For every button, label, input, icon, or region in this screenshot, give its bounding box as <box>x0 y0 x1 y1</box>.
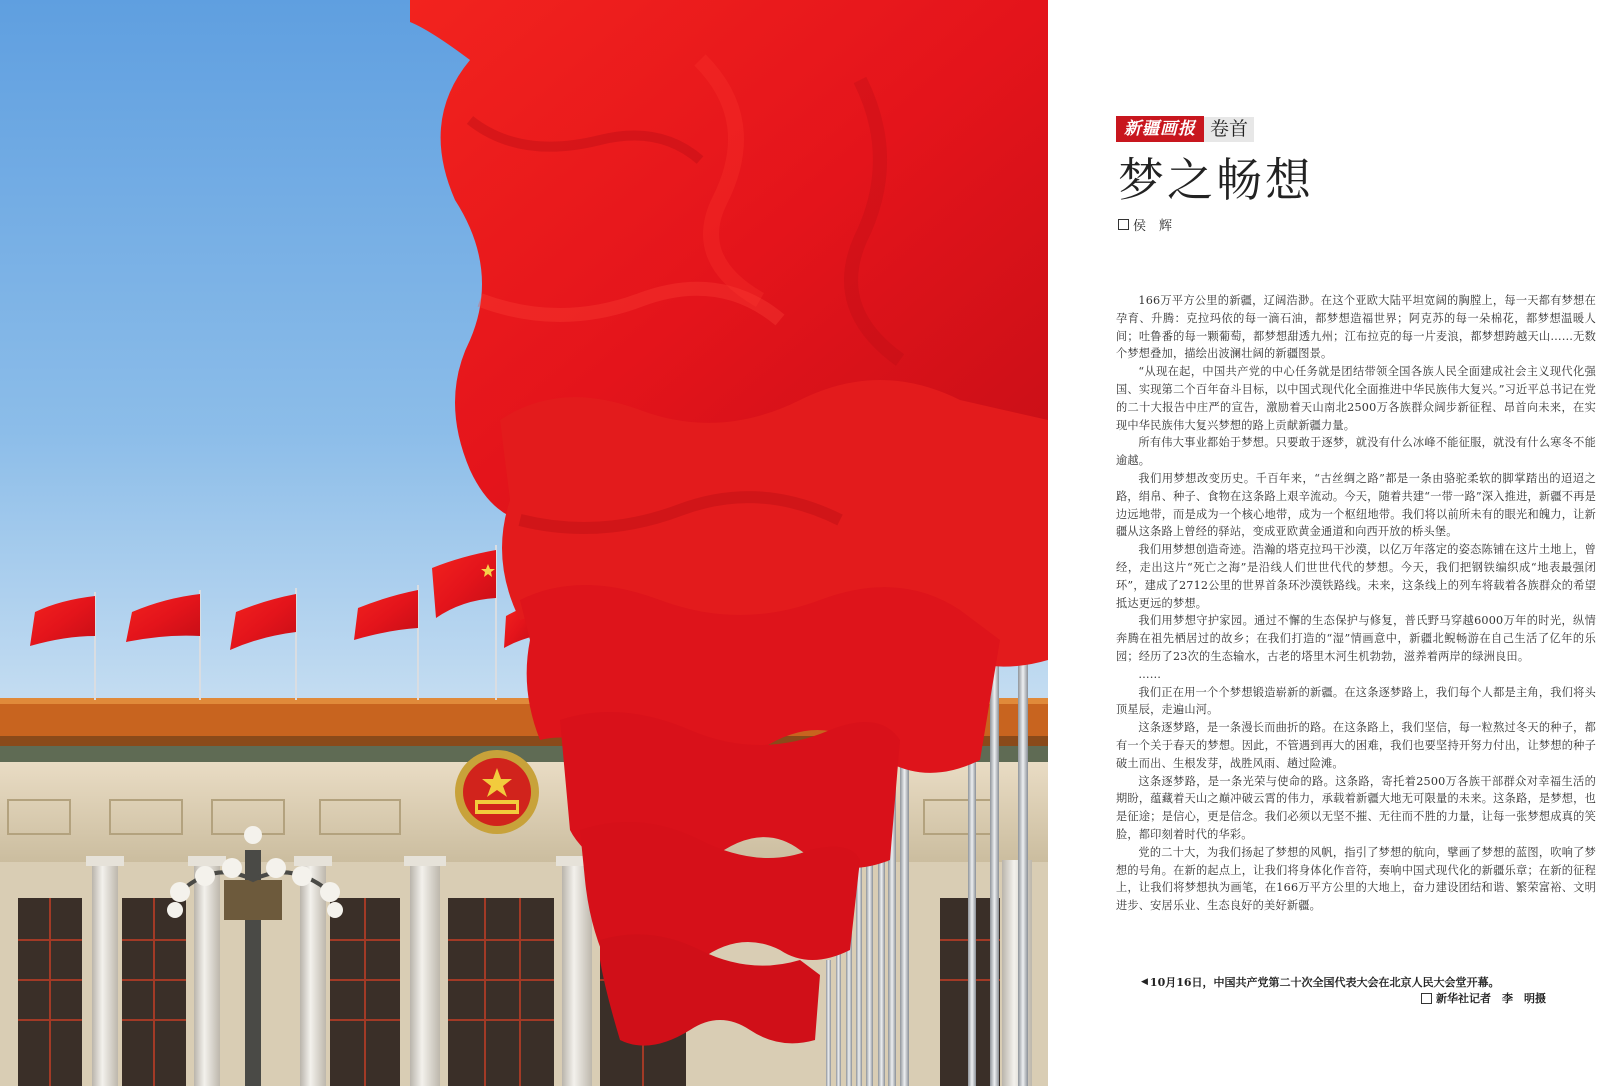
caption-text: 10月16日，中国共产党第二十次全国代表大会在北京人民大会堂开幕。 <box>1149 976 1500 989</box>
article-page <box>1048 0 1600 1086</box>
photo-credit <box>1421 990 1546 1006</box>
paragraph: 166万平方公里的新疆，辽阔浩渺。在这个亚欧大陆平坦宽阔的胸膛上，每一天都有梦想在孕育、升腾：克拉玛依的每一滴石油，都梦想造福世界；阿克苏的每一朵棉花，都梦想温暖人间；吐鲁番的每一颗葡萄，都梦想甜透九州；江布拉克的每一片麦浪，都梦想跨越天山……无数个梦想叠加，描绘出波澜壮阔的新疆图景。 <box>1116 294 1596 361</box>
box-icon <box>1421 993 1432 1004</box>
paragraph: 党的二十大，为我们扬起了梦想的风帆，指引了梦想的航向，擘画了梦想的蓝图，吹响了梦想的号角。在新的起点上，让我们将身体化作音符，奏响中国式现代化的新疆乐章；在新的征程上，让我们将梦想执为画笔，在166万平方公里的大地上，奋力建设团结和谐、繁荣富裕、文明进步、安居乐业、生态良好的美好新疆。 <box>1116 845 1596 913</box>
paragraph: 我们用梦想守护家园。通过不懈的生态保护与修复，普氏野马穿越6000万年的时光，纵情奔腾在祖先栖居过的故乡；在我们打造的“湿”情画意中，新疆北鲵畅游在自己生活了亿年的乐园；经历了23次的生态输水，古老的塔里木河生机勃勃，滋养着两岸的绿洲良田。 <box>1116 614 1596 663</box>
credit-text: 新华社记者 李 明摄 <box>1436 992 1546 1005</box>
article-body <box>1116 292 1596 915</box>
paragraph: 所有伟大事业都始于梦想。只要敢于逐梦，就没有什么冰峰不能征服，就没有什么寒冬不能逾越。 <box>1116 436 1596 468</box>
section-tag: 卷首 <box>1204 117 1254 142</box>
author-name: 侯 辉 <box>1133 219 1173 234</box>
masthead <box>1116 116 1254 142</box>
paragraph: 这条逐梦路，是一条光荣与使命的路。这条路，寄托着2500万各族干部群众对幸福生活的期盼，蕴藏着天山之巅冲破云霄的伟力，承载着新疆大地无可限量的未来。这条路，是梦想，也是征途；是信心，更是信念。我们必须以无坚不摧、无往而不胜的力量，让每一张梦想成真的笑脸，都印刻着时代的华彩。 <box>1116 774 1596 841</box>
paragraph: “从现在起，中国共产党的中心任务就是团结带领全国各族人民全面建成社会主义现代化强国、实现第二个百年奋斗目标，以中国式现代化全面推进中华民族伟大复兴。”习近平总书记在党的二十大报告中庄严的宣告，激励着天山南北2500万各族群众阔步新征程、昂首向未来，在实现中华民族伟大复兴梦想的路上贡献新疆力量。 <box>1116 365 1596 432</box>
magazine-logo: 新疆画报 <box>1116 116 1204 142</box>
byline <box>1118 215 1172 234</box>
paragraph: 我们正在用一个个梦想锻造崭新的新疆。在这条逐梦路上，我们每个人都是主角，我们将头顶星辰，走遍山河。 <box>1116 685 1596 717</box>
left-arrow-icon: ◀ <box>1141 977 1148 987</box>
photo-caption <box>1141 974 1500 990</box>
national-emblem <box>455 750 539 834</box>
article-title: 梦之畅想 <box>1118 153 1314 207</box>
paragraph: 我们用梦想创造奇迹。浩瀚的塔克拉玛干沙漠，以亿万年落定的姿态陈铺在这片土地上，曾经，走出这片“死亡之海”是沿线人们世世代代的梦想。今天，我们把钢铁编织成“地表最强闭环”，建成了2712公里的世界首条环沙漠铁路线。未来，这条线上的列车将载着各族群众的希望抵达更远的梦想。 <box>1116 543 1596 610</box>
box-icon <box>1118 219 1129 230</box>
paragraph: 这条逐梦路，是一条漫长而曲折的路。在这条路上，我们坚信，每一粒熬过冬天的种子，都有一个关于春天的梦想。因此，不管遇到再大的困难，我们也要坚持开努力付出，让梦想的种子破土而出、生根发芽，战胜风雨、趟过险滩。 <box>1116 721 1596 770</box>
paragraph: …… <box>1138 667 1162 681</box>
paragraph: 我们用梦想改变历史。千百年来，“古丝绸之路”都是一条由骆驼柔软的脚掌踏出的迢迢之路，绢帛、种子、食物在这条路上艰辛流动。今天，随着共建“一带一路”深入推进，新疆不再是边远地带，而是成为一个核心地带，成为一个枢纽地带。我们将以前所未有的眼光和魄力，让新疆从这条路上曾经的驿站，变成亚欧黄金通道和向西开放的桥头堡。 <box>1116 471 1596 539</box>
